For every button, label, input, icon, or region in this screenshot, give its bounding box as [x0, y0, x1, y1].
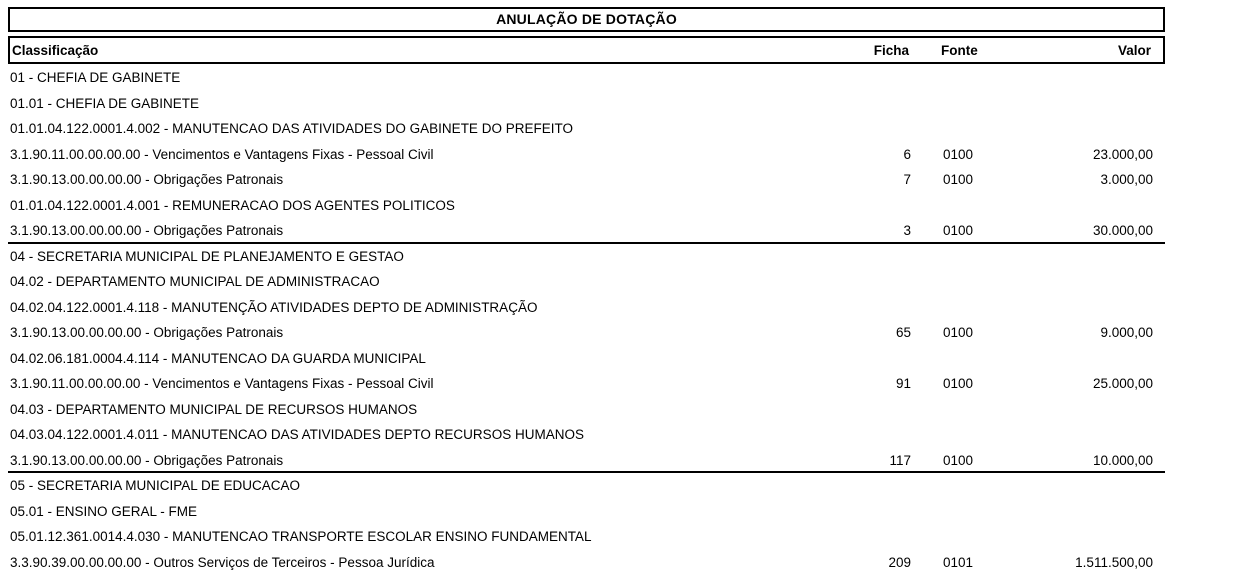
cell-valor: 3.000,00 — [1100, 172, 1153, 187]
cell-classificacao: 04.03 - DEPARTAMENTO MUNICIPAL DE RECURSOS HUMANOS — [10, 401, 418, 417]
cell-classificacao: 04 - SECRETARIA MUNICIPAL DE PLANEJAMENTO E GESTAO — [10, 248, 404, 264]
table-row — [8, 269, 1165, 295]
cell-ficha: 6 — [903, 146, 911, 162]
cell-fonte: 0100 — [943, 172, 974, 187]
table-row — [8, 320, 1165, 346]
cell-ficha: 3 — [903, 223, 911, 238]
cell-classificacao: 04.03.04.122.0001.4.011 - MANUTENCAO DAS ATIVIDADES DEPTO RECURSOS HUMANOS — [10, 427, 584, 442]
cell-classificacao: 04.02.04.122.0001.4.118 - MANUTENÇÃO ATIVIDADES DEPTO DE ADMINISTRAÇÃO — [10, 299, 538, 315]
cell-valor: 30.000,00 — [1092, 223, 1153, 238]
table-row — [8, 295, 1165, 321]
cell-fonte: 0100 — [943, 376, 974, 391]
cell-ficha: 117 — [889, 452, 911, 468]
table-row — [8, 524, 1165, 550]
cell-ficha: 91 — [895, 376, 911, 391]
table-row — [8, 244, 1165, 270]
table-row — [8, 448, 1165, 474]
table-row — [8, 91, 1165, 117]
table-row — [8, 142, 1165, 168]
column-header-valor: Valor — [1117, 42, 1151, 58]
cell-classificacao: 04.02.06.181.0004.4.114 - MANUTENCAO DA GUARDA MUNICIPAL — [10, 350, 426, 366]
cell-classificacao: 3.1.90.13.00.00.00.00 - Obrigações Patronais — [10, 172, 284, 187]
table-row — [8, 371, 1165, 397]
cell-classificacao: 05 - SECRETARIA MUNICIPAL DE EDUCACAO — [10, 478, 301, 493]
cell-classificacao: 3.1.90.13.00.00.00.00 - Obrigações Patronais — [10, 452, 284, 468]
cell-classificacao: 05.01 - ENSINO GERAL - FME — [10, 503, 198, 519]
cell-classificacao: 3.1.90.13.00.00.00.00 - Obrigações Patronais — [10, 325, 284, 340]
cell-classificacao: 01.01.04.122.0001.4.002 - MANUTENCAO DAS ATIVIDADES DO GABINETE DO PREFEITO — [10, 121, 573, 136]
cell-fonte: 0100 — [943, 452, 974, 468]
table-row — [8, 499, 1165, 525]
table-row — [8, 473, 1165, 499]
cell-classificacao: 3.1.90.11.00.00.00.00 - Vencimentos e Vantagens Fixas - Pessoal Civil — [10, 146, 434, 162]
report-rows — [8, 65, 1165, 575]
cell-ficha: 7 — [903, 172, 911, 187]
table-row — [8, 218, 1165, 244]
column-header-classificacao: Classificação — [12, 42, 99, 58]
cell-classificacao: 3.3.90.39.00.00.00.00 - Outros Serviços de Terceiros - Pessoa Jurídica — [10, 554, 435, 570]
cell-classificacao: 01.01.04.122.0001.4.001 - REMUNERACAO DOS AGENTES POLITICOS — [10, 197, 455, 213]
report-title: ANULAÇÃO DE DOTAÇÃO — [8, 7, 1165, 32]
cell-valor: 9.000,00 — [1100, 325, 1153, 340]
table-row — [8, 346, 1165, 372]
cell-fonte: 0100 — [943, 223, 974, 238]
table-row — [8, 550, 1165, 576]
cell-classificacao: 3.1.90.11.00.00.00.00 - Vencimentos e Vantagens Fixas - Pessoal Civil — [10, 376, 434, 391]
column-header-fonte: Fonte — [941, 42, 978, 58]
cell-ficha: 65 — [895, 325, 911, 340]
cell-valor: 10.000,00 — [1092, 452, 1153, 468]
cell-valor: 23.000,00 — [1092, 146, 1153, 162]
cell-valor: 25.000,00 — [1092, 376, 1153, 391]
cell-ficha: 209 — [888, 554, 911, 570]
budget-annulment-report — [8, 7, 1165, 575]
cell-classificacao: 01 - CHEFIA DE GABINETE — [10, 70, 181, 85]
cell-classificacao: 3.1.90.13.00.00.00.00 - Obrigações Patronais — [10, 223, 284, 238]
cell-classificacao: 01.01 - CHEFIA DE GABINETE — [10, 95, 200, 111]
cell-fonte: 0100 — [943, 146, 974, 162]
table-row — [8, 422, 1165, 448]
table-row — [8, 167, 1165, 193]
cell-fonte: 0101 — [943, 554, 974, 570]
table-row — [8, 397, 1165, 423]
table-row — [8, 116, 1165, 142]
cell-classificacao: 05.01.12.361.0014.4.030 - MANUTENCAO TRANSPORTE ESCOLAR ENSINO FUNDAMENTAL — [10, 529, 592, 544]
column-header-ficha: Ficha — [873, 42, 909, 58]
cell-valor: 1.511.500,00 — [1075, 554, 1153, 570]
table-header-row — [8, 36, 1165, 64]
table-row — [8, 65, 1165, 91]
table-row — [8, 193, 1165, 219]
cell-classificacao: 04.02 - DEPARTAMENTO MUNICIPAL DE ADMINISTRACAO — [10, 274, 380, 289]
cell-fonte: 0100 — [943, 325, 974, 340]
